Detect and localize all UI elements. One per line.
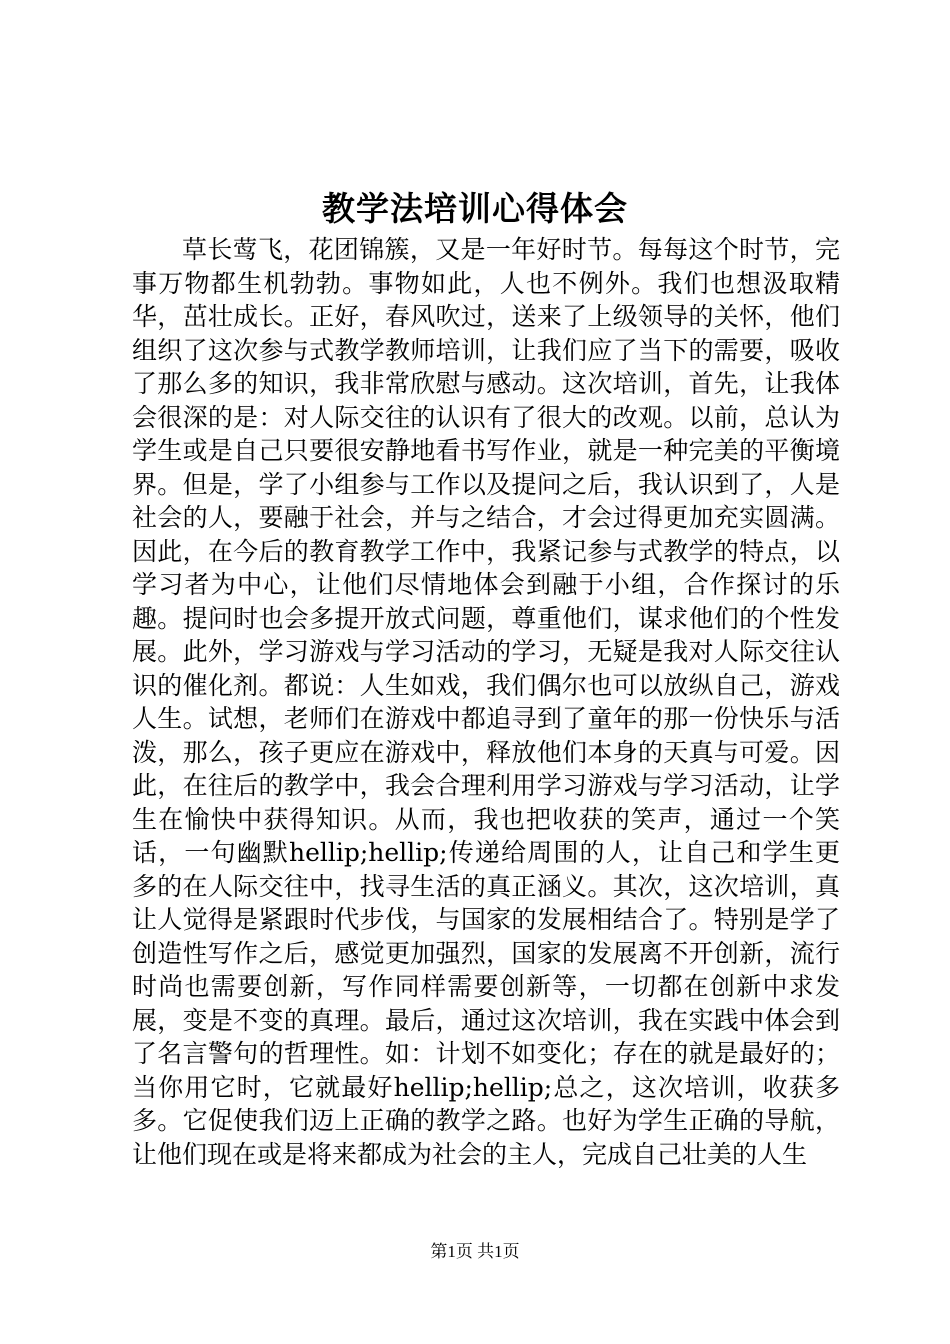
document-title: 教学法培训心得体会 bbox=[322, 189, 628, 228]
page-footer: 第1页 共1页 bbox=[430, 1242, 520, 1261]
document-body-paragraph: 草长莺飞，花团锦簇，又是一年好时节。每每这个时节，完事万物都生机勃勃。事物如此，人也不例外。我们也想汲取精华，茁壮成长。正好，春风吹过，送来了上级领导的关怀，他们组织了这次参与式教学教师培训，让我们应了当下的需要，吸收了那么多的知识，我非常欣慰与感动。这次培训，首先，让我体会很深的是：对人际交往的认识有了很大的改观。以前，总认为学生或是自己只要很安静地看书写作业，就是一种完美的平衡境界。但是，学了小组参与工作以及提问之后，我认识到了，人是社会的人，要融于社会，并与之结合，才会过得更加充实圆满。因此，在今后的教育教学工作中，我紧记参与式教学的特点，以学习者为中心，让他们尽情地体会到融于小组，合作探讨的乐趣。提问时也会多提开放式问题，尊重他们，谋求他们的个性发展。此外，学习游戏与学习活动的学习，无疑是我对人际交往认识的催化剂。都说：人生如戏，我们偶尔也可以放纵自己，游戏人生。试想，老师们在游戏中都追寻到了童年的那一份快乐与活泼，那么，孩子更应在游戏中，释放他们本身的天真与可爱。因此，在往后的教学中，我会合理利用学习游戏与学习活动，让学生在愉快中获得知识。从而，我也把收获的笑声，通过一个笑话，一句幽默hellip;hellip;传递给周围的人，让自己和学生更多的在人际交往中，找寻生活的真正涵义。其次，这次培训，真让人觉得是紧跟时代步伐，与国家的发展相结合了。特别是学了创造性写作之后，感觉更加强烈，国家的发展离不开创新，流行时尚也需要创新，写作同样需要创新等，一切都在创新中求发展，变是不变的真理。最后，通过这次培训，我在实践中体会到了名言警句的哲理性。如：计划不如变化；存在的就是最好的；当你用它时，它就最好hellip;hellip;总之，这次培训，收获多多。它促使我们迈上正确的教学之路。也好为学生正确的导航，让他们现在或是将来都成为社会的主人，完成自己壮美的人生 bbox=[132, 235, 840, 1169]
